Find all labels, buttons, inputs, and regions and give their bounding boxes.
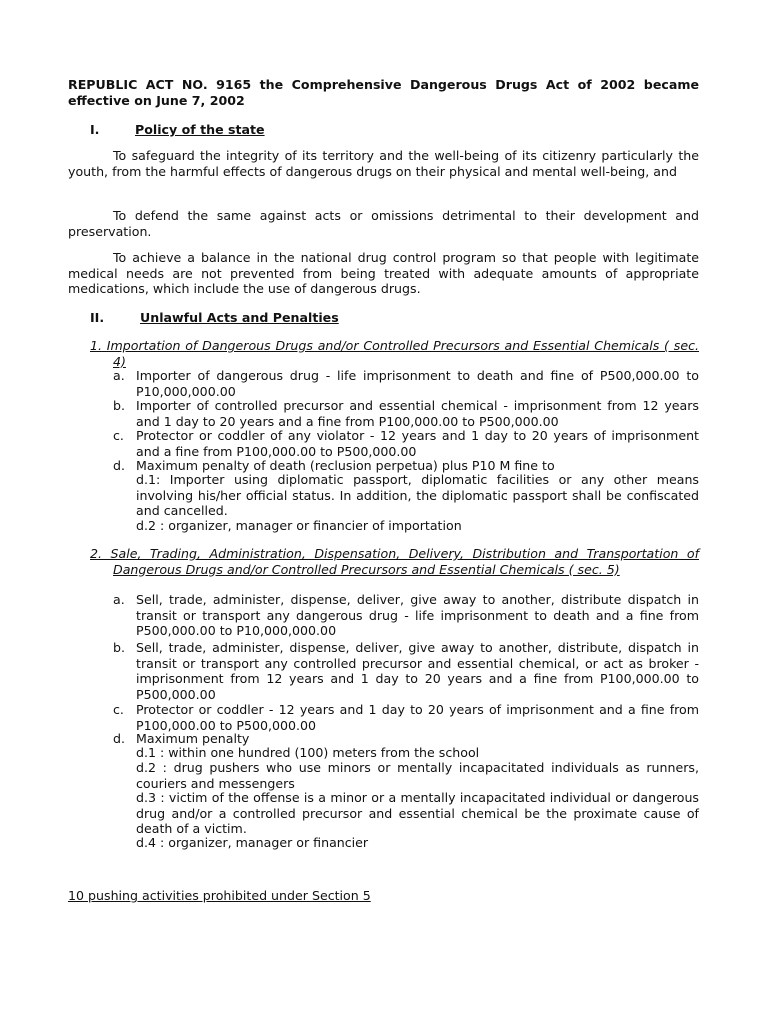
detail-item: d.2 : organizer, manager or financier of importation bbox=[136, 518, 462, 533]
list-item bbox=[113, 592, 699, 639]
list-marker: d. bbox=[113, 458, 125, 473]
list-item-text: Sell, trade, administer, dispense, deliver, give away to another, distribute, dispatch in transit or transport any controlled precursor and essential chemical, or act as broker - imprisonment from 12 years and 1 day to 20 years and a fine from P100,000.00 to P500,000.00 bbox=[136, 640, 699, 702]
detail-item: d.2 : drug pushers who use minors or mentally incapacitated individuals as runners, couriers and messengers bbox=[136, 760, 699, 791]
list-item-text: Importer of controlled precursor and essential chemical - imprisonment from 12 years and 1 day to 20 years and a fine from P100,000.00 to P500,000.00 bbox=[136, 398, 699, 429]
list-item-text: Protector or coddler - 12 years and 1 day to 20 years of imprisonment and a fine from P100,000.00 to P500,000.00 bbox=[136, 702, 699, 733]
list-marker: c. bbox=[113, 428, 124, 443]
item-title-sale-trading: 2. Sale, Trading, Administration, Dispensation, Delivery, Distribution and Transportation of Dangerous Drugs and/or Controlled Precursors and Essential Chemicals ( sec. 5) bbox=[90, 546, 699, 577]
list-item bbox=[113, 368, 699, 399]
list-item-text: Sell, trade, administer, dispense, deliver, give away to another, distribute dispatch in transit or transport any dangerous drug - life imprisonment to death and a fine from P500,000.00 to P10,000,000.00 bbox=[136, 592, 699, 638]
list-marker: b. bbox=[113, 640, 125, 655]
list-item bbox=[113, 398, 699, 429]
policy-paragraph: To defend the same against acts or omissions detrimental to their development and preservation. bbox=[68, 208, 699, 239]
policy-paragraph: To safeguard the integrity of its territory and the well-being of its citizenry particularly the youth, from the harmful effects of dangerous drugs on their physical and mental well-being, and bbox=[68, 148, 699, 179]
list-marker: a. bbox=[113, 592, 125, 607]
list-marker: b. bbox=[113, 398, 125, 413]
footer-heading: 10 pushing activities prohibited under Section 5 bbox=[68, 888, 371, 903]
item-title-importation: 1. Importation of Dangerous Drugs and/or Controlled Precursors and Essential Chemicals ( sec. 4) bbox=[90, 338, 699, 369]
list-marker: c. bbox=[113, 702, 124, 717]
list-marker: d. bbox=[113, 731, 125, 746]
detail-item: d.3 : victim of the offense is a minor or a mentally incapacitated individual or dangerous drug and/or a controlled precursor and essential chemical be the proximate cause of death of a victim. bbox=[136, 790, 699, 836]
list-item-text: Maximum penalty of death (reclusion perpetua) plus P10 M fine to bbox=[136, 458, 555, 473]
section-heading-text: Policy of the state bbox=[135, 122, 265, 137]
policy-paragraph: To achieve a balance in the national drug control program so that people with legitimate medical needs are not prevented from being treated with adequate amounts of appropriate medications, which include the use of dangerous drugs. bbox=[68, 250, 699, 296]
list-item bbox=[113, 428, 699, 459]
detail-item: d.1 : within one hundred (100) meters from the school bbox=[136, 745, 480, 760]
section-heading-unlawful-acts bbox=[90, 310, 339, 326]
list-item-text: Importer of dangerous drug - life imprisonment to death and fine of P500,000.00 to P10,000,000.00 bbox=[136, 368, 699, 399]
document-title: REPUBLIC ACT NO. 9165 the Comprehensive Dangerous Drugs Act of 2002 became effective on June 7, 2002 bbox=[68, 77, 699, 108]
list-item-text: Maximum penalty bbox=[136, 731, 250, 746]
section-number: II. bbox=[90, 310, 105, 325]
detail-item: d.4 : organizer, manager or financier bbox=[136, 835, 369, 850]
list-item bbox=[113, 702, 699, 733]
list-marker: a. bbox=[113, 368, 125, 383]
section-heading-policy bbox=[90, 122, 265, 138]
list-item bbox=[113, 640, 699, 702]
detail-item: d.1: Importer using diplomatic passport, diplomatic facilities or any other means involving his/her official status. In addition, the diplomatic passport shall be confiscated and cancelled. bbox=[136, 472, 699, 518]
section-number: I. bbox=[90, 122, 100, 137]
list-item-text: Protector or coddler of any violator - 12 years and 1 day to 20 years of imprisonment and a fine from P100,000.00 to P500,000.00 bbox=[136, 428, 699, 459]
section-heading-text: Unlawful Acts and Penalties bbox=[140, 310, 339, 325]
